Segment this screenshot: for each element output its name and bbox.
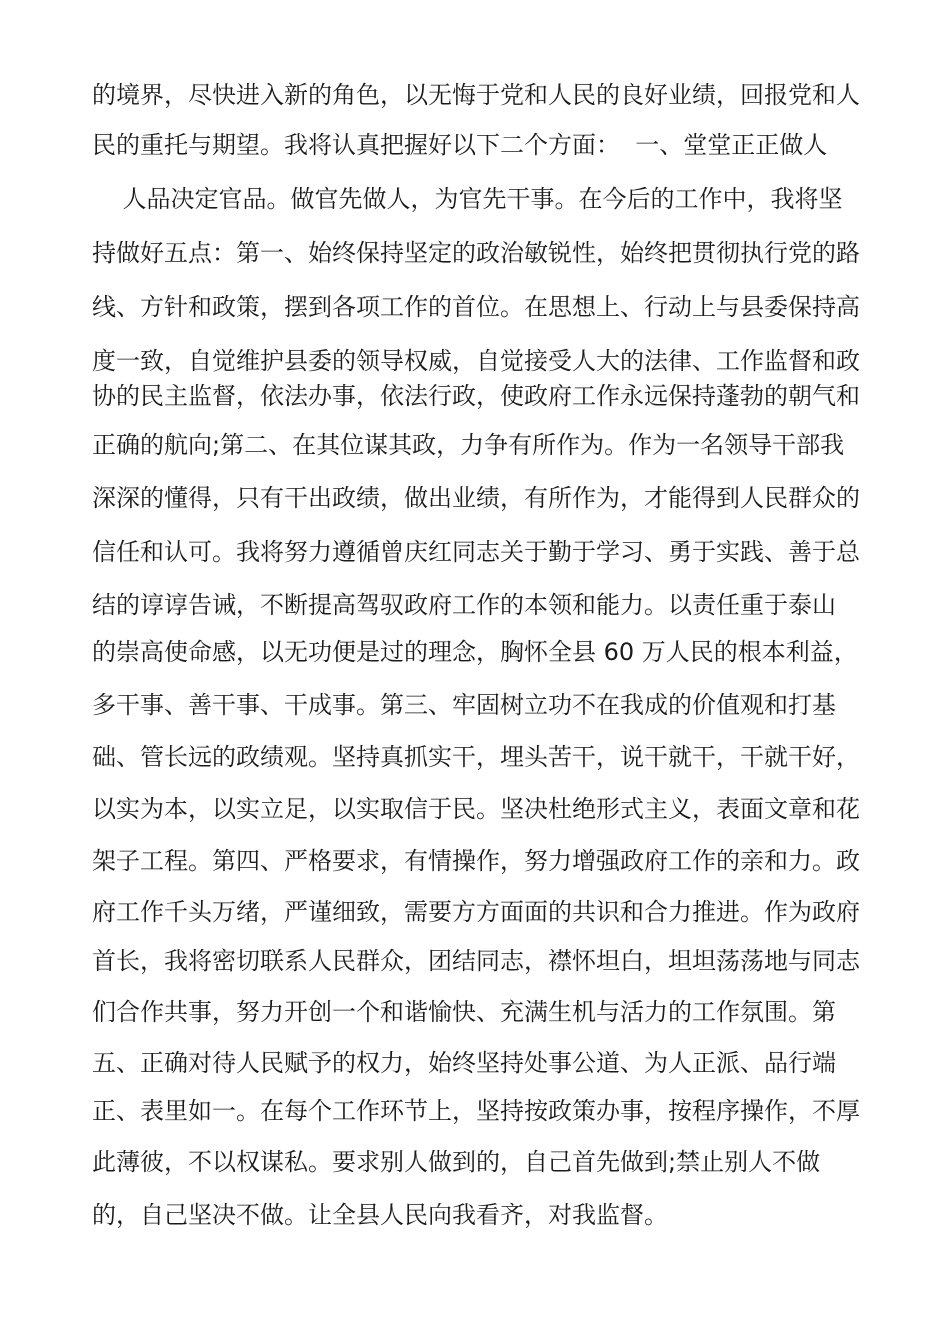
text-line-16: 架子工程。第四、严格要求，有情操作，努力增强政府工作的亲和力。政 [92, 847, 860, 875]
text-line-12: 的崇高使命感，以无功便是过的理念，胸怀全县 60 万人民的根本利益， [92, 638, 858, 666]
text-line-19: 们合作共事，努力开创一个和谐愉快、充满生机与活力的工作氛围。第 [92, 998, 836, 1026]
text-line-11: 结的谆谆告诫，不断提高驾驭政府工作的本领和能力。以责任重于泰山 [92, 591, 836, 619]
text-line-3: 人品决定官品。做官先做人，为官先干事。在今后的工作中，我将坚 [92, 185, 843, 213]
text-line-23: 的，自己坚决不做。让全县人民向我看齐，对我监督。 [92, 1201, 668, 1229]
text-line-17: 府工作千头万绪，严谨细致，需要方方面面的共识和合力推进。作为政府 [92, 898, 860, 926]
text-line-18: 首长，我将密切联系人民群众，团结同志，襟怀坦白，坦坦荡荡地与同志 [92, 947, 860, 975]
text-line-7: 协的民主监督，依法办事，依法行政，使政府工作永远保持蓬勃的朝气和 [92, 382, 860, 410]
text-line-6: 度一致，自觉维护县委的领导权威，自觉接受人大的法律、工作监督和政 [92, 347, 860, 375]
text-line-20: 五、正确对待人民赋予的权力，始终坚持处事公道、为人正派、品行端 [92, 1049, 836, 1077]
text-line-1: 的境界，尽快进入新的角色，以无悔于党和人民的良好业绩，回报党和人 [92, 81, 860, 109]
text-line-9: 深深的懂得，只有干出政绩，做出业绩，有所作为，才能得到人民群众的 [92, 484, 860, 512]
text-line-10: 信任和认可。我将努力遵循曾庆红同志关于勤于学习、勇于实践、善于总 [92, 538, 860, 566]
text-line-15: 以实为本，以实立足，以实取信于民。坚决杜绝形式主义，表面文章和花 [92, 795, 860, 823]
text-line-4: 持做好五点：第一、始终保持坚定的政治敏锐性，始终把贯彻执行党的路 [92, 239, 860, 267]
text-line-22: 此薄彼，不以权谋私。要求别人做到的，自己首先做到;禁止别人不做 [92, 1148, 821, 1176]
text-line-8: 正确的航向;第二、在其位谋其政，力争有所作为。作为一名领导干部我 [92, 431, 845, 459]
text-line-5: 线、方针和政策，摆到各项工作的首位。在思想上、行动上与县委保持高 [92, 293, 860, 321]
text-line-14: 础、管长远的政绩观。坚持真抓实干，埋头苦干，说干就干，干就干好， [92, 743, 860, 771]
text-line-21: 正、表里如一。在每个工作环节上，坚持按政策办事，按程序操作，不厚 [92, 1097, 860, 1125]
text-line-2: 民的重托与期望。我将认真把握好以下二个方面： 一、堂堂正正做人 [92, 131, 828, 159]
text-line-13: 多干事、善干事、干成事。第三、牢固树立功不在我成的价值观和打基 [92, 691, 836, 719]
